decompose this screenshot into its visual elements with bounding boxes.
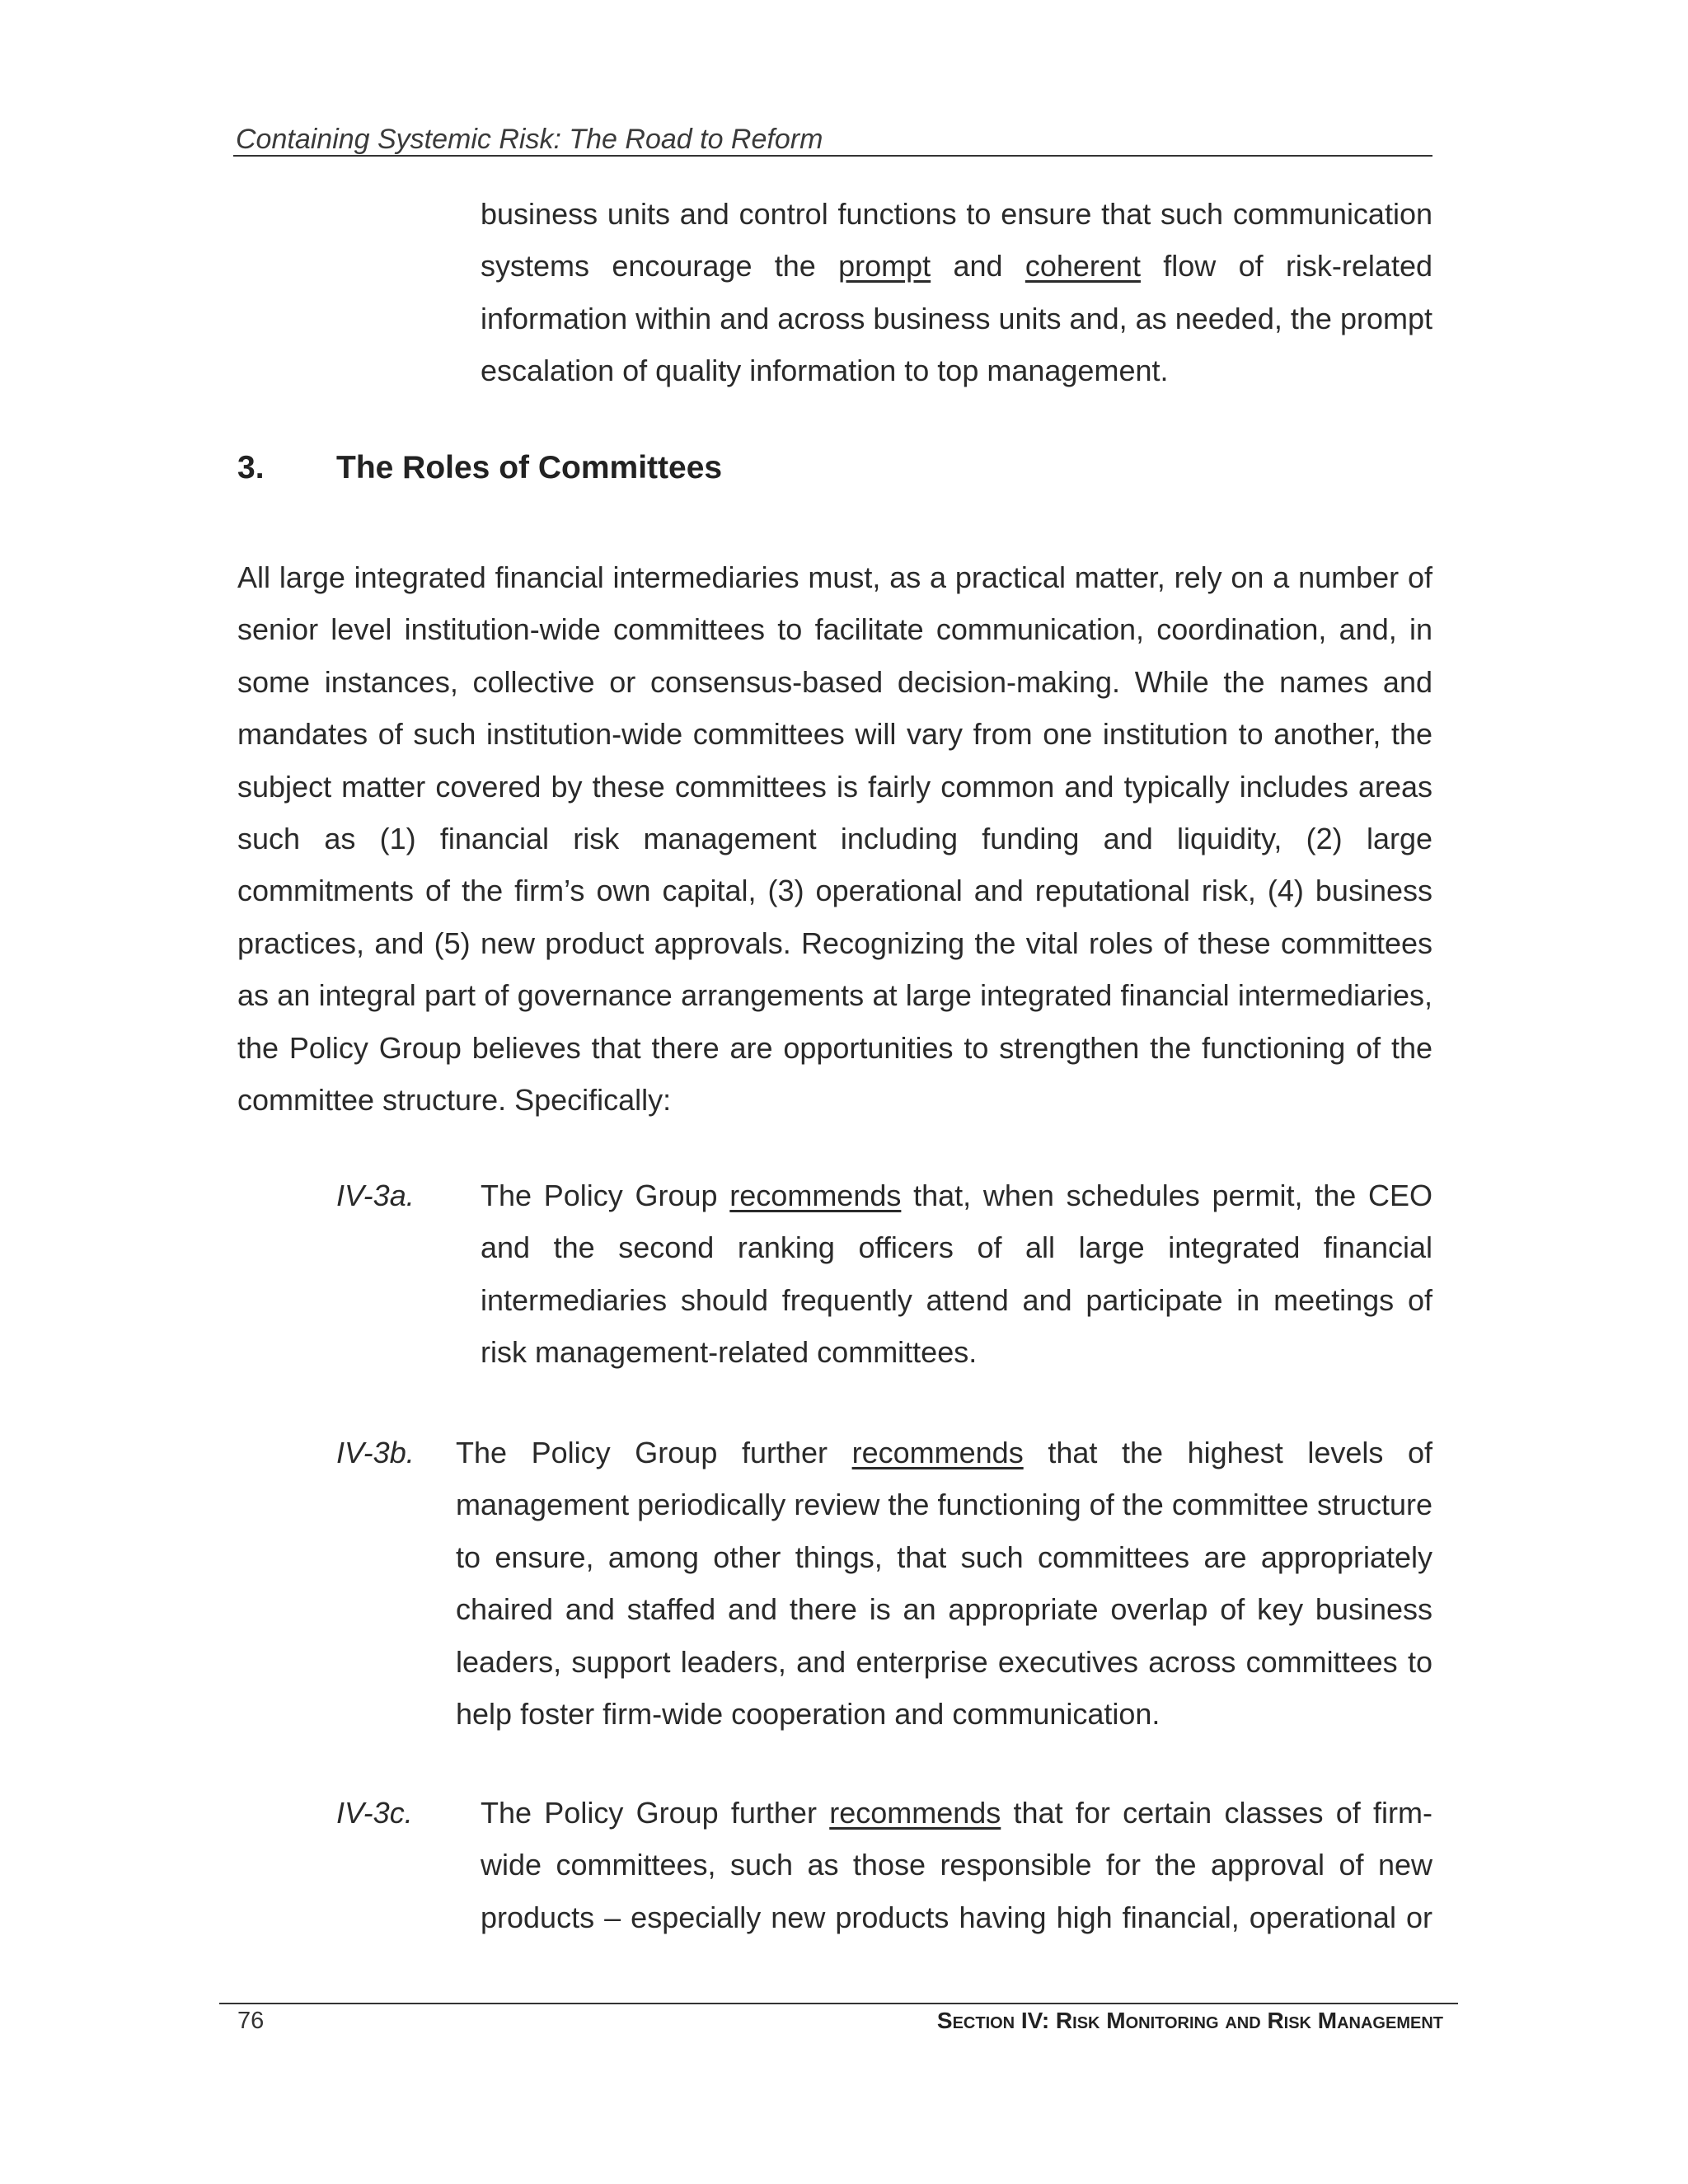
footer-section-label: Section IV: Risk Monitoring and Risk Management — [936, 2008, 1443, 2033]
section-title: The Roles of Committees — [336, 450, 723, 485]
recommendation-3c-text — [481, 1787, 1432, 1943]
rec-3a-keyword: recommends — [729, 1179, 902, 1212]
rec-3a-after: that, when schedules permit, the CEO and the second ranking officers of all large integrated financial intermediaries should frequently attend and participate in meetings of risk management-related committees. — [481, 1179, 1433, 1370]
rec-3c-after: that for certain classes of firm-wide committees, such as those responsible for the approval of new products – especially new products having high financial, operational or — [481, 1796, 1433, 1934]
body-paragraph: All large integrated financial intermediaries must, as a practical matter, rely on a number of senior level institution-wide committees to facilitate communication, coordination, and, in some instances, collective or consensus-based decision-making. While the names and mandates of such institution-wide committees will vary from one institution to another, the subject matter covered by these committees is fairly common and typically includes areas such as (1) financial risk management including funding and liquidity, (2) large commitments of the firm’s own capital, (3) operational and reputational risk, (4) business practices, and (5) new product approvals. Recognizing the vital roles of these committees as an integral part of governance arrangements at large integrated financial intermediaries, the Policy Group believes that there are opportunities to strengthen the functioning of the committee structure. Specifically: — [237, 560, 1432, 1118]
rec-3b-keyword: recommends — [851, 1436, 1024, 1469]
intro-underline-prompt: prompt — [838, 249, 931, 284]
rec-3c-before: The Policy Group further — [481, 1796, 830, 1830]
intro-continuation-paragraph — [481, 188, 1432, 397]
rec-3b-before: The Policy Group further — [456, 1436, 852, 1469]
rec-3b-after: that the highest levels of management periodically review the functioning of the committee structure to ensure, among other things, that such committees are appropriately chaired and staffed and there is an appropriate overlap of key business leaders, support leaders, and enterprise executives across committees to help foster firm-wide cooperation and communication. — [456, 1436, 1433, 1732]
section-number: 3. — [237, 450, 265, 485]
recommendation-label-3c: IV-3c. — [336, 1796, 413, 1830]
recommendation-3a-text — [481, 1169, 1432, 1379]
intro-text-2: and — [931, 249, 1025, 284]
section-heading — [237, 450, 722, 486]
page-number: 76 — [237, 2008, 265, 2034]
running-header: Containing Systemic Risk: The Road to Reform — [236, 124, 823, 155]
recommendation-label-3a: IV-3a. — [336, 1179, 415, 1212]
header-divider — [233, 155, 1432, 157]
intro-text-3: flow of risk-related information within and across business units and, as needed, the prompt escalation of quality information to top management. — [481, 249, 1432, 388]
intro-underline-coherent: coherent — [1025, 249, 1141, 284]
recommendation-label-3b: IV-3b. — [336, 1436, 415, 1469]
footer-divider — [219, 2003, 1458, 2004]
intro-text-1: business units and control functions to ensure that such communication systems encourage the — [481, 197, 1432, 284]
rec-3a-before: The Policy Group — [481, 1179, 730, 1212]
rec-3c-keyword: recommends — [829, 1796, 1001, 1830]
recommendation-3b-text — [456, 1427, 1432, 1740]
